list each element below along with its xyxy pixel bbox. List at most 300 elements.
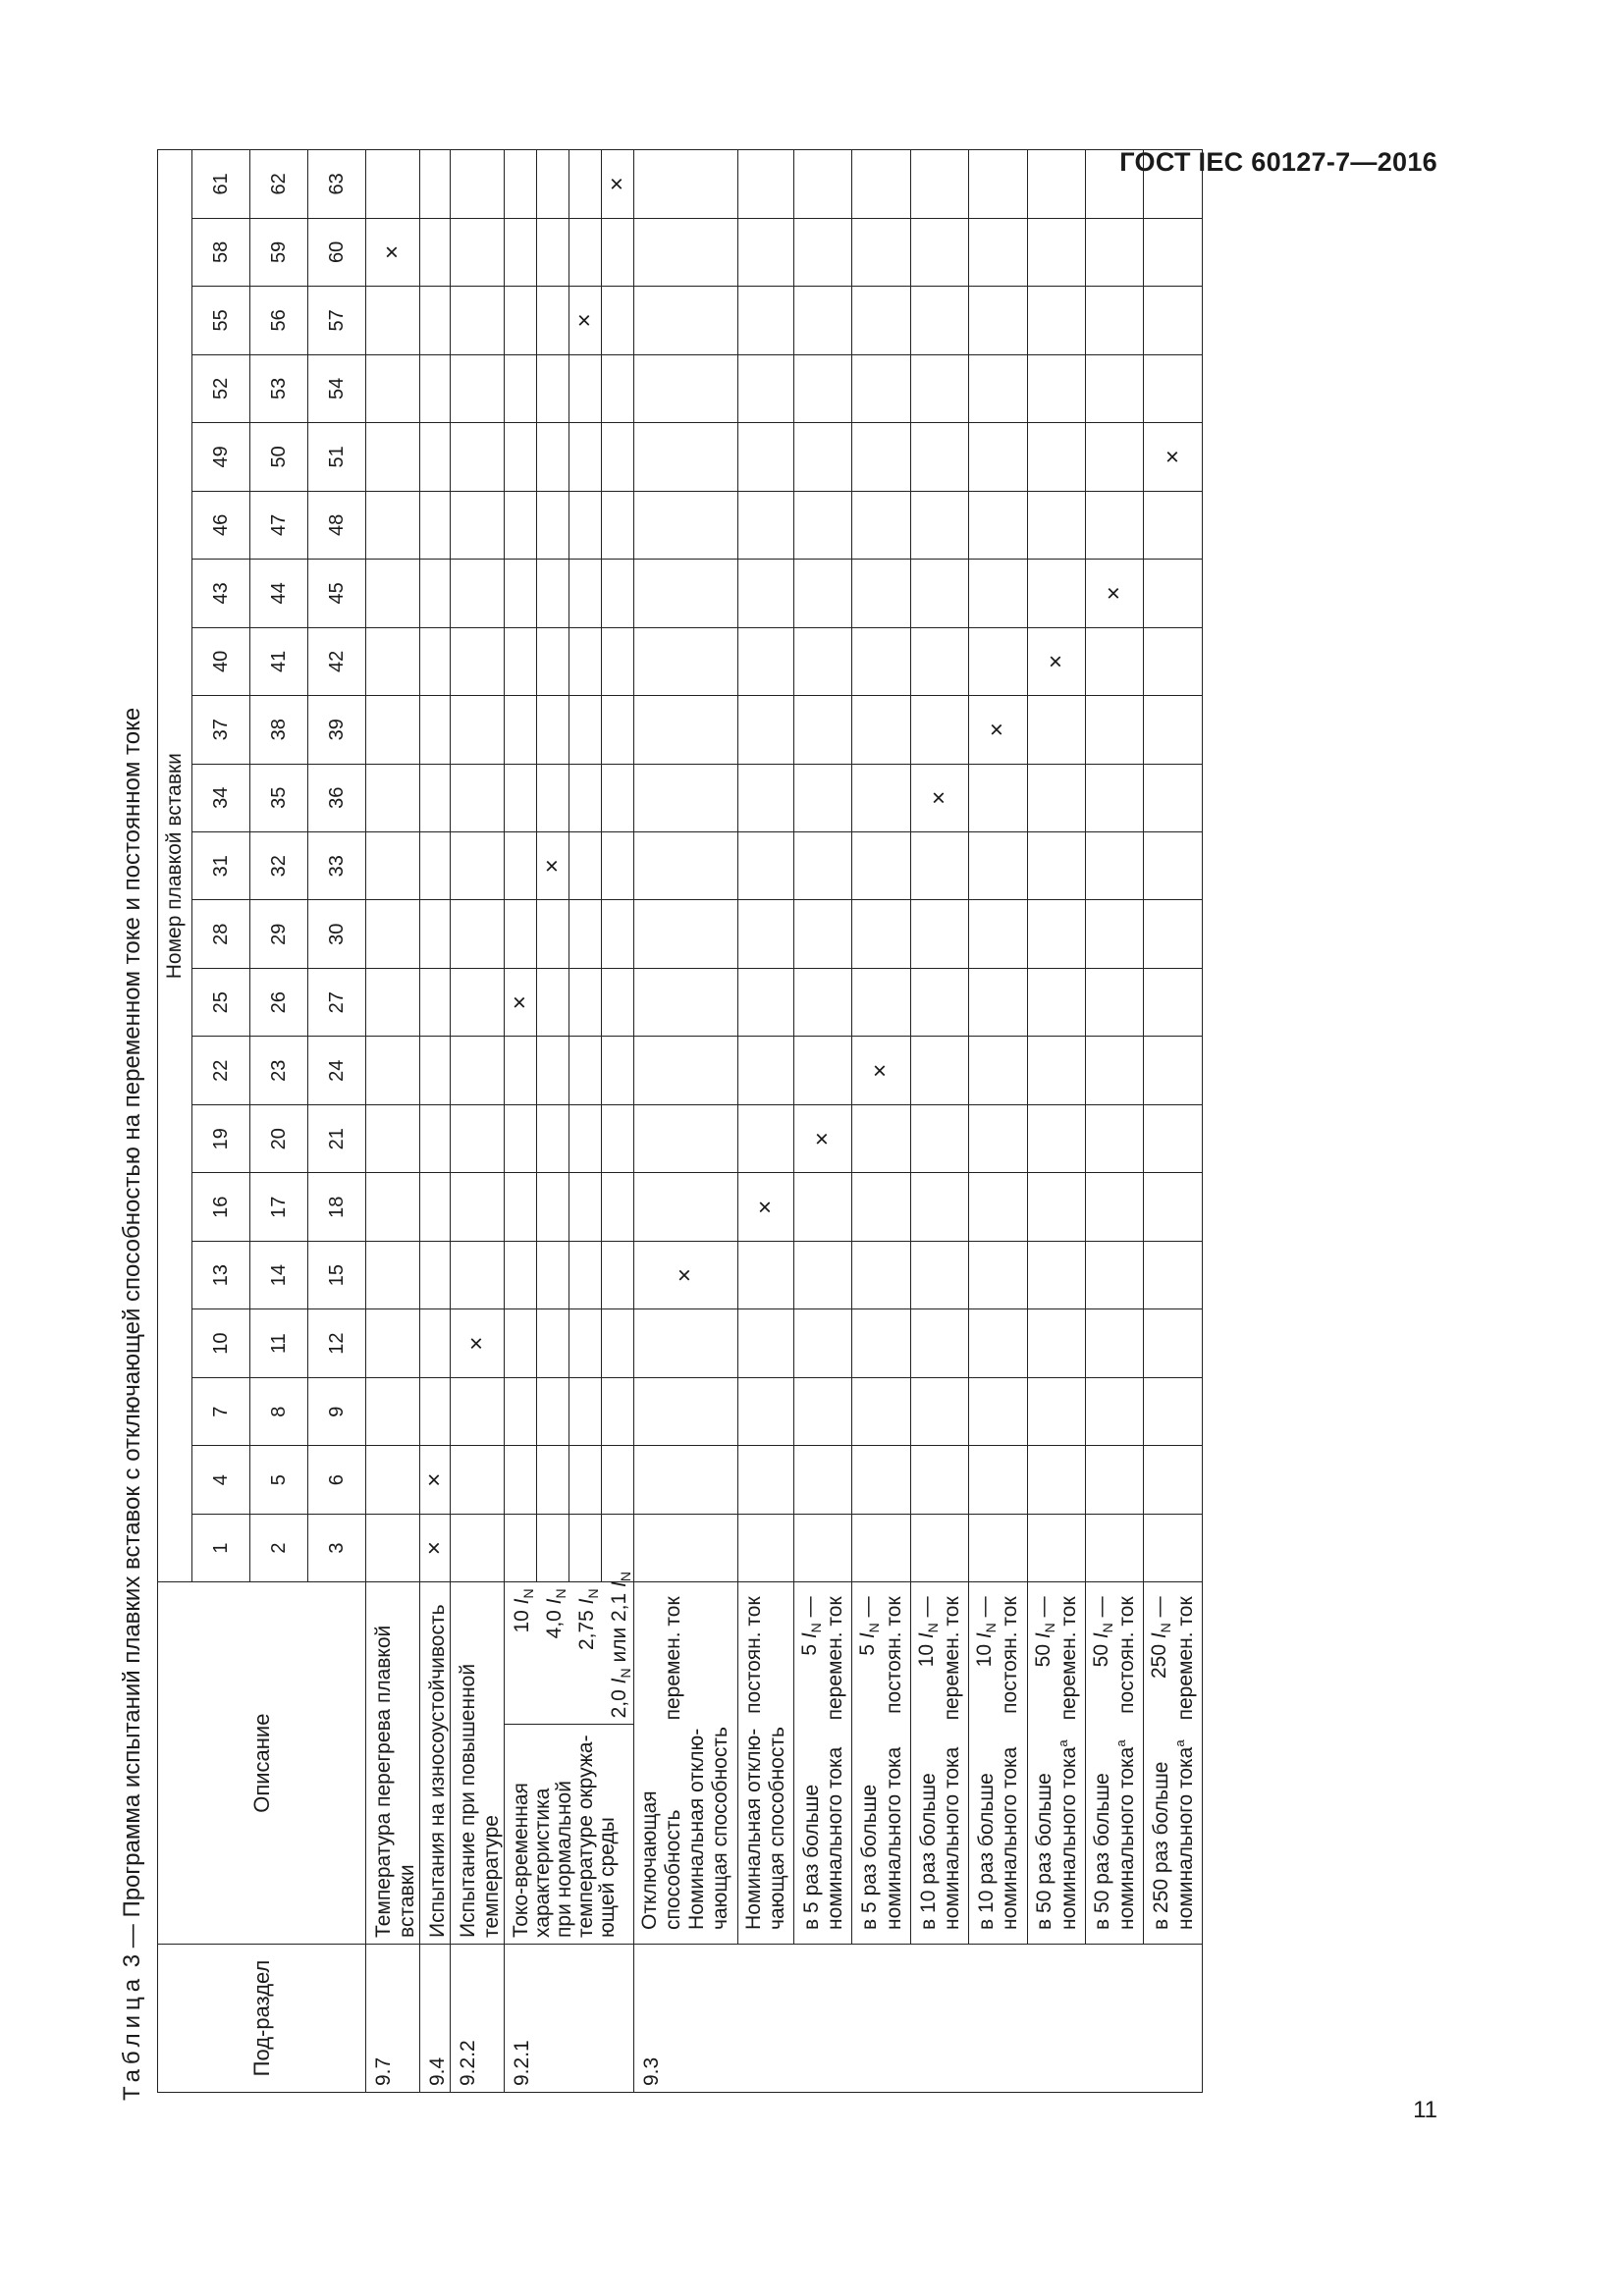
- empty-cell: [969, 968, 1027, 1036]
- empty-cell: [793, 1037, 851, 1104]
- empty-cell: [737, 491, 793, 559]
- fuse-number-cell: 25: [192, 968, 250, 1036]
- empty-cell: [910, 627, 968, 695]
- table-row: [1085, 150, 1143, 2093]
- empty-cell: [737, 1241, 793, 1308]
- empty-cell: [451, 832, 505, 900]
- header-fuse-number: Номер плавкой вставки: [158, 150, 192, 1582]
- description-line: номинального тока: [999, 1746, 1022, 1930]
- empty-cell: [366, 1309, 420, 1377]
- empty-cell: [634, 1104, 738, 1172]
- empty-cell: [420, 696, 451, 764]
- empty-cell: [969, 627, 1027, 695]
- description-line: способность: [662, 1809, 685, 1930]
- empty-cell: [969, 1377, 1027, 1445]
- empty-cell: [910, 218, 968, 286]
- header-description: Описание: [158, 1582, 366, 1945]
- description-cell: [910, 1582, 968, 1945]
- fuse-number-cell: 11: [250, 1309, 308, 1377]
- empty-cell: [420, 1309, 451, 1377]
- fuse-number-cell: 22: [192, 1037, 250, 1104]
- fuse-number-cell: 36: [308, 764, 366, 831]
- fuse-number-cell: 16: [192, 1173, 250, 1241]
- empty-cell: [969, 354, 1027, 422]
- multiplier-2: 2,0 $I_N$ или 2,1 $I_N$: [608, 1571, 634, 1719]
- empty-cell: [505, 218, 537, 286]
- empty-cell: [569, 627, 602, 695]
- empty-cell: [602, 1037, 634, 1104]
- description-cell: [1144, 1582, 1202, 1945]
- current-type: перемен. ток: [940, 1596, 963, 1721]
- empty-cell: [852, 1104, 910, 1172]
- empty-cell: [1085, 1173, 1143, 1241]
- fuse-number-cell: 27: [308, 968, 366, 1036]
- current-multiplier: 50 $I_N$ —: [1089, 1596, 1116, 1668]
- header-subsection: Под-раздел: [158, 1944, 366, 2092]
- description-line: в 10 раз больше: [975, 1773, 999, 1930]
- description-cell: [1027, 1582, 1085, 1945]
- fuse-number-cell: 43: [192, 560, 250, 627]
- empty-cell: [451, 491, 505, 559]
- empty-cell: [366, 150, 420, 219]
- current-multiplier: 50 $I_N$ —: [1031, 1596, 1057, 1668]
- empty-cell: [505, 764, 537, 831]
- empty-cell: [737, 1309, 793, 1377]
- empty-cell: [969, 423, 1027, 491]
- empty-cell: [737, 218, 793, 286]
- empty-cell: [1085, 491, 1143, 559]
- empty-cell: [366, 900, 420, 968]
- description-line: номинального тока$^а$: [1055, 1739, 1080, 1930]
- test-mark-cell: ×: [366, 218, 420, 286]
- fuse-number-cell: 53: [250, 354, 308, 422]
- empty-cell: [1085, 1309, 1143, 1377]
- empty-cell: [602, 968, 634, 1036]
- subsection-cell: 9.3: [634, 1944, 1203, 2092]
- empty-cell: [602, 1241, 634, 1308]
- description-line: характеристика: [531, 1788, 554, 1938]
- empty-cell: [537, 1241, 569, 1308]
- table-row: [969, 150, 1027, 2093]
- fuse-number-cell: 52: [192, 354, 250, 422]
- empty-cell: [969, 1037, 1027, 1104]
- empty-cell: [451, 423, 505, 491]
- subsection-cell: 9.2.2: [451, 1944, 505, 2092]
- fuse-number-cell: 39: [308, 696, 366, 764]
- empty-cell: [634, 627, 738, 695]
- empty-cell: [420, 287, 451, 354]
- fuse-number-cell: 23: [250, 1037, 308, 1104]
- empty-cell: [737, 832, 793, 900]
- empty-cell: [910, 1173, 968, 1241]
- table-row: [852, 150, 910, 2093]
- empty-cell: [852, 832, 910, 900]
- fuse-number-cell: 33: [308, 832, 366, 900]
- empty-cell: [1085, 1446, 1143, 1514]
- multiplier-10: 10 $I_N$: [511, 1588, 537, 1633]
- empty-cell: [537, 900, 569, 968]
- empty-cell: [910, 1104, 968, 1172]
- empty-cell: [852, 423, 910, 491]
- empty-cell: [910, 1037, 968, 1104]
- description-line: в 5 раз больше: [858, 1784, 882, 1930]
- fuse-number-cell: 19: [192, 1104, 250, 1172]
- description-line: номинального тока$^а$: [1113, 1739, 1139, 1930]
- empty-cell: [366, 1173, 420, 1241]
- description-cell: [793, 1582, 851, 1945]
- empty-cell: [852, 287, 910, 354]
- empty-cell: [1144, 1173, 1202, 1241]
- empty-cell: [420, 423, 451, 491]
- empty-cell: [969, 491, 1027, 559]
- current-multiplier: 10 $I_N$ —: [914, 1596, 941, 1668]
- fuse-number-cell: 13: [192, 1241, 250, 1308]
- fuse-number-cell: 14: [250, 1241, 308, 1308]
- description-line: Номинальная отклю-: [741, 1728, 765, 1930]
- empty-cell: [420, 1377, 451, 1445]
- empty-cell: [1144, 1241, 1202, 1308]
- empty-cell: [1027, 491, 1085, 559]
- empty-cell: [420, 1241, 451, 1308]
- empty-cell: [793, 696, 851, 764]
- empty-cell: [1027, 150, 1085, 219]
- empty-cell: [602, 354, 634, 422]
- test-mark-cell: ×: [420, 1514, 451, 1581]
- empty-cell: [634, 1446, 738, 1514]
- fuse-number-cell: 28: [192, 900, 250, 968]
- empty-cell: [1144, 491, 1202, 559]
- empty-cell: [569, 150, 602, 219]
- fuse-number-cell: 58: [192, 218, 250, 286]
- fuse-number-cell: 31: [192, 832, 250, 900]
- empty-cell: [737, 1104, 793, 1172]
- subsection-cell: 9.2.1: [505, 1944, 634, 2092]
- table-row: [1027, 150, 1085, 2093]
- empty-cell: [602, 423, 634, 491]
- empty-cell: [1027, 1037, 1085, 1104]
- description-cell: Испытания на износоустойчивость: [420, 1582, 451, 1945]
- current-type: перемен. ток: [1056, 1596, 1080, 1721]
- empty-cell: [602, 218, 634, 286]
- empty-cell: [420, 1037, 451, 1104]
- test-mark-cell: ×: [602, 150, 634, 219]
- empty-cell: [910, 1514, 968, 1581]
- empty-cell: [1027, 218, 1085, 286]
- table-row: [910, 150, 968, 2093]
- empty-cell: [737, 287, 793, 354]
- test-mark-cell: ×: [969, 696, 1027, 764]
- empty-cell: [737, 900, 793, 968]
- empty-cell: [969, 560, 1027, 627]
- description-cell: [1085, 1582, 1143, 1945]
- description-line: в 50 раз больше: [1091, 1773, 1114, 1930]
- empty-cell: [634, 1173, 738, 1241]
- empty-cell: [1144, 1377, 1202, 1445]
- fuse-number-cell: 54: [308, 354, 366, 422]
- empty-cell: [420, 627, 451, 695]
- description-cell: [505, 1725, 634, 1945]
- empty-cell: [420, 354, 451, 422]
- fuse-number-cell: 56: [250, 287, 308, 354]
- description-cell: [634, 1582, 738, 1945]
- empty-cell: [910, 560, 968, 627]
- empty-cell: [969, 764, 1027, 831]
- empty-cell: [1085, 1241, 1143, 1308]
- fuse-number-cell: 47: [250, 491, 308, 559]
- empty-cell: [969, 287, 1027, 354]
- empty-cell: [852, 900, 910, 968]
- empty-cell: [634, 1037, 738, 1104]
- empty-cell: [737, 968, 793, 1036]
- empty-cell: [569, 832, 602, 900]
- empty-cell: [1027, 354, 1085, 422]
- empty-cell: [602, 627, 634, 695]
- empty-cell: [366, 832, 420, 900]
- empty-cell: [602, 560, 634, 627]
- document-header: ГОСТ IEC 60127-7—2016: [1119, 147, 1437, 177]
- empty-cell: [602, 832, 634, 900]
- empty-cell: [602, 900, 634, 968]
- empty-cell: [1027, 1104, 1085, 1172]
- empty-cell: [451, 354, 505, 422]
- empty-cell: [537, 764, 569, 831]
- empty-cell: [1027, 287, 1085, 354]
- subsection-cell: 9.7: [366, 1944, 420, 2092]
- description-line: Номинальная отклю-: [685, 1728, 709, 1930]
- empty-cell: [451, 900, 505, 968]
- empty-cell: [569, 1037, 602, 1104]
- rotated-table-block: [110, 147, 1435, 2101]
- description-line: чающая способность: [765, 1727, 788, 1930]
- empty-cell: [852, 1241, 910, 1308]
- fuse-number-cell: 40: [192, 627, 250, 695]
- table-row: [451, 150, 505, 2093]
- empty-cell: [420, 1104, 451, 1172]
- description-line: номинального тока$^а$: [1171, 1739, 1197, 1930]
- empty-cell: [537, 354, 569, 422]
- empty-cell: [1144, 900, 1202, 968]
- empty-cell: [852, 1309, 910, 1377]
- empty-cell: [366, 627, 420, 695]
- empty-cell: [969, 1241, 1027, 1308]
- empty-cell: [852, 150, 910, 219]
- empty-cell: [1027, 1377, 1085, 1445]
- multiplier-2-75: 2,75 $I_N$: [575, 1588, 602, 1651]
- empty-cell: [366, 1514, 420, 1581]
- empty-cell: [793, 354, 851, 422]
- empty-cell: [1027, 1514, 1085, 1581]
- empty-cell: [793, 491, 851, 559]
- empty-cell: [634, 423, 738, 491]
- empty-cell: [634, 218, 738, 286]
- empty-cell: [969, 832, 1027, 900]
- test-mark-cell: ×: [793, 1104, 851, 1172]
- empty-cell: [1085, 696, 1143, 764]
- empty-cell: [537, 560, 569, 627]
- empty-cell: [505, 627, 537, 695]
- empty-cell: [505, 150, 537, 219]
- empty-cell: [1027, 764, 1085, 831]
- empty-cell: [969, 1446, 1027, 1514]
- table-row: [420, 150, 451, 2093]
- empty-cell: [1085, 900, 1143, 968]
- empty-cell: [737, 560, 793, 627]
- empty-cell: [852, 627, 910, 695]
- empty-cell: [537, 287, 569, 354]
- empty-cell: [366, 968, 420, 1036]
- empty-cell: [451, 696, 505, 764]
- description-line: в 10 раз больше: [916, 1773, 940, 1930]
- fuse-number-cell: 6: [308, 1446, 366, 1514]
- test-mark-cell: ×: [737, 1173, 793, 1241]
- description-line: номинального тока: [940, 1746, 963, 1930]
- current-type: постоян. ток: [741, 1596, 765, 1714]
- description-line: в 50 раз больше: [1032, 1773, 1056, 1930]
- empty-cell: [569, 1514, 602, 1581]
- empty-cell: [505, 1514, 537, 1581]
- empty-cell: [505, 1377, 537, 1445]
- fuse-number-cell: 34: [192, 764, 250, 831]
- empty-cell: [505, 1241, 537, 1308]
- fuse-number-cell: 2: [250, 1514, 308, 1581]
- empty-cell: [1085, 764, 1143, 831]
- empty-cell: [537, 423, 569, 491]
- empty-cell: [569, 1446, 602, 1514]
- fuse-number-cell: 63: [308, 150, 366, 219]
- current-multiplier: 250 $I_N$ —: [1148, 1596, 1174, 1680]
- empty-cell: [537, 1173, 569, 1241]
- page-number: 11: [1413, 2097, 1437, 2123]
- fuse-number-cell: 24: [308, 1037, 366, 1104]
- empty-cell: [910, 1241, 968, 1308]
- empty-cell: [1144, 150, 1202, 219]
- empty-cell: [793, 287, 851, 354]
- empty-cell: [1027, 1446, 1085, 1514]
- empty-cell: [1085, 150, 1143, 219]
- empty-cell: [602, 1173, 634, 1241]
- empty-cell: [737, 1446, 793, 1514]
- test-mark-cell: ×: [1027, 627, 1085, 695]
- empty-cell: [366, 1037, 420, 1104]
- empty-cell: [505, 354, 537, 422]
- empty-cell: [569, 560, 602, 627]
- empty-cell: [420, 764, 451, 831]
- empty-cell: [1027, 1241, 1085, 1308]
- empty-cell: [910, 900, 968, 968]
- current-multiplier: 10 $I_N$ —: [973, 1596, 1000, 1668]
- test-mark-cell: ×: [451, 1309, 505, 1377]
- description-line: в 250 раз больше: [1149, 1761, 1172, 1930]
- empty-cell: [737, 1037, 793, 1104]
- empty-cell: [366, 1104, 420, 1172]
- empty-cell: [969, 1309, 1027, 1377]
- empty-cell: [1085, 287, 1143, 354]
- empty-cell: [634, 900, 738, 968]
- fuse-number-cell: 37: [192, 696, 250, 764]
- current-type: перемен. ток: [1173, 1596, 1197, 1721]
- empty-cell: [366, 423, 420, 491]
- fuse-number-cell: 15: [308, 1241, 366, 1308]
- empty-cell: [366, 1241, 420, 1308]
- empty-cell: [451, 560, 505, 627]
- empty-cell: [1085, 354, 1143, 422]
- description-line: номинального тока: [882, 1746, 905, 1930]
- empty-cell: [910, 832, 968, 900]
- test-mark-cell: ×: [537, 832, 569, 900]
- empty-cell: [634, 491, 738, 559]
- empty-cell: [634, 354, 738, 422]
- empty-cell: [505, 1037, 537, 1104]
- empty-cell: [451, 1104, 505, 1172]
- empty-cell: [852, 1514, 910, 1581]
- fuse-number-cell: 4: [192, 1446, 250, 1514]
- fuse-number-cell: 44: [250, 560, 308, 627]
- empty-cell: [451, 1446, 505, 1514]
- empty-cell: [569, 900, 602, 968]
- empty-cell: [910, 1377, 968, 1445]
- empty-cell: [505, 491, 537, 559]
- empty-cell: [910, 150, 968, 219]
- empty-cell: [793, 150, 851, 219]
- empty-cell: [1144, 1104, 1202, 1172]
- empty-cell: [366, 354, 420, 422]
- current-type: перемен. ток: [662, 1596, 684, 1721]
- empty-cell: [420, 832, 451, 900]
- empty-cell: [366, 491, 420, 559]
- multiplier-4: 4,0 $I_N$: [543, 1588, 569, 1639]
- empty-cell: [793, 627, 851, 695]
- description-line: при нормальной: [553, 1781, 575, 1938]
- fuse-number-cell: 57: [308, 287, 366, 354]
- empty-cell: [793, 560, 851, 627]
- empty-cell: [793, 1173, 851, 1241]
- empty-cell: [1085, 1514, 1143, 1581]
- empty-cell: [852, 1446, 910, 1514]
- empty-cell: [569, 1241, 602, 1308]
- empty-cell: [569, 696, 602, 764]
- empty-cell: [569, 1377, 602, 1445]
- empty-cell: [505, 832, 537, 900]
- empty-cell: [793, 218, 851, 286]
- current-type: постоян. ток: [999, 1596, 1022, 1714]
- empty-cell: [1085, 1104, 1143, 1172]
- empty-cell: [1144, 968, 1202, 1036]
- empty-cell: [505, 1173, 537, 1241]
- fuse-number-cell: 12: [308, 1309, 366, 1377]
- empty-cell: [910, 1309, 968, 1377]
- empty-cell: [420, 150, 451, 219]
- empty-cell: [1085, 423, 1143, 491]
- empty-cell: [793, 423, 851, 491]
- test-mark-cell: ×: [420, 1446, 451, 1514]
- empty-cell: [634, 1377, 738, 1445]
- test-mark-cell: ×: [910, 764, 968, 831]
- empty-cell: [537, 1514, 569, 1581]
- empty-cell: [852, 491, 910, 559]
- empty-cell: [366, 1446, 420, 1514]
- empty-cell: [737, 1514, 793, 1581]
- fuse-number-cell: 9: [308, 1377, 366, 1445]
- empty-cell: [537, 627, 569, 695]
- empty-cell: [1144, 764, 1202, 831]
- empty-cell: [737, 696, 793, 764]
- empty-cell: [569, 218, 602, 286]
- empty-cell: [537, 1377, 569, 1445]
- empty-cell: [569, 354, 602, 422]
- empty-cell: [420, 968, 451, 1036]
- description-line: ющей среды: [596, 1817, 619, 1938]
- empty-cell: [852, 968, 910, 1036]
